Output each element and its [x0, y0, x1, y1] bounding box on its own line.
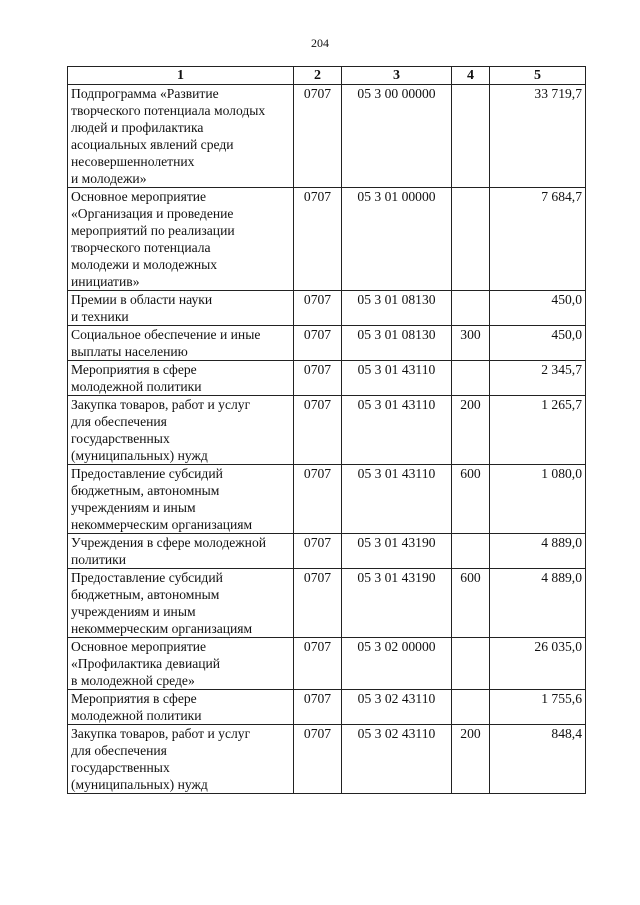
- table-row: [68, 188, 586, 291]
- table-row: [68, 569, 586, 638]
- row-amount-cell: 450,0: [490, 326, 586, 361]
- row-amount-cell: 2 345,7: [490, 361, 586, 396]
- row-code-cell: 05 3 02 43110: [342, 725, 452, 794]
- row-code-cell: 05 3 00 00000: [342, 85, 452, 188]
- table-row: [68, 396, 586, 465]
- row-name-cell: Мероприятия в сфере молодежной политики: [68, 690, 294, 725]
- budget-table: [67, 66, 586, 794]
- table-row: [68, 85, 586, 188]
- row-section-cell: 0707: [294, 188, 342, 291]
- row-name-cell: Социальное обеспечение и иные выплаты населению: [68, 326, 294, 361]
- row-name-cell: Предоставление субсидий бюджетным, автономным учреждениям и иным некоммерческим организациям: [68, 569, 294, 638]
- table-row: [68, 638, 586, 690]
- row-type-cell: [452, 85, 490, 188]
- row-section-cell: 0707: [294, 396, 342, 465]
- row-code-cell: 05 3 01 08130: [342, 326, 452, 361]
- column-header-amount: 5: [490, 67, 586, 85]
- row-name-cell: Мероприятия в сфере молодежной политики: [68, 361, 294, 396]
- row-name-cell: Основное мероприятие «Профилактика девиаций в молодежной среде»: [68, 638, 294, 690]
- table-header-row: [68, 67, 586, 85]
- column-header-type: 4: [452, 67, 490, 85]
- row-type-cell: 600: [452, 569, 490, 638]
- row-section-cell: 0707: [294, 638, 342, 690]
- row-amount-cell: 1 080,0: [490, 465, 586, 534]
- row-code-cell: 05 3 02 43110: [342, 690, 452, 725]
- row-type-cell: 200: [452, 396, 490, 465]
- row-name-cell: Учреждения в сфере молодежной политики: [68, 534, 294, 569]
- row-type-cell: [452, 638, 490, 690]
- row-section-cell: 0707: [294, 465, 342, 534]
- row-section-cell: 0707: [294, 85, 342, 188]
- column-header-name: 1: [68, 67, 294, 85]
- table-row: [68, 361, 586, 396]
- row-amount-cell: 4 889,0: [490, 534, 586, 569]
- row-amount-cell: 33 719,7: [490, 85, 586, 188]
- row-name-cell: Подпрограмма «Развитие творческого потенциала молодых людей и профилактика асоциальных явлений среди несовершеннолетних и молодежи»: [68, 85, 294, 188]
- row-name-cell: Предоставление субсидий бюджетным, автономным учреждениям и иным некоммерческим организациям: [68, 465, 294, 534]
- column-header-section: 2: [294, 67, 342, 85]
- row-type-cell: [452, 291, 490, 326]
- row-type-cell: [452, 361, 490, 396]
- row-code-cell: 05 3 01 43110: [342, 396, 452, 465]
- row-amount-cell: 848,4: [490, 725, 586, 794]
- row-type-cell: 300: [452, 326, 490, 361]
- row-section-cell: 0707: [294, 569, 342, 638]
- row-amount-cell: 1 265,7: [490, 396, 586, 465]
- row-section-cell: 0707: [294, 690, 342, 725]
- row-section-cell: 0707: [294, 361, 342, 396]
- row-type-cell: [452, 534, 490, 569]
- row-amount-cell: 26 035,0: [490, 638, 586, 690]
- row-section-cell: 0707: [294, 725, 342, 794]
- column-header-code: 3: [342, 67, 452, 85]
- row-type-cell: 200: [452, 725, 490, 794]
- row-name-cell: Закупка товаров, работ и услуг для обеспечения государственных (муниципальных) нужд: [68, 725, 294, 794]
- row-amount-cell: 1 755,6: [490, 690, 586, 725]
- row-name-cell: Премии в области науки и техники: [68, 291, 294, 326]
- table-row: [68, 690, 586, 725]
- row-section-cell: 0707: [294, 534, 342, 569]
- page-number: 204: [311, 36, 329, 50]
- row-code-cell: 05 3 01 43190: [342, 534, 452, 569]
- row-code-cell: 05 3 01 43190: [342, 569, 452, 638]
- row-code-cell: 05 3 01 08130: [342, 291, 452, 326]
- table-row: [68, 326, 586, 361]
- row-code-cell: 05 3 01 43110: [342, 465, 452, 534]
- row-name-cell: Закупка товаров, работ и услуг для обеспечения государственных (муниципальных) нужд: [68, 396, 294, 465]
- row-code-cell: 05 3 01 43110: [342, 361, 452, 396]
- row-amount-cell: 7 684,7: [490, 188, 586, 291]
- row-type-cell: 600: [452, 465, 490, 534]
- table-row: [68, 465, 586, 534]
- row-amount-cell: 450,0: [490, 291, 586, 326]
- row-type-cell: [452, 690, 490, 725]
- row-code-cell: 05 3 02 00000: [342, 638, 452, 690]
- row-amount-cell: 4 889,0: [490, 569, 586, 638]
- table-body: [68, 85, 586, 794]
- table-row: [68, 534, 586, 569]
- row-code-cell: 05 3 01 00000: [342, 188, 452, 291]
- table-row: [68, 725, 586, 794]
- row-type-cell: [452, 188, 490, 291]
- row-section-cell: 0707: [294, 326, 342, 361]
- row-section-cell: 0707: [294, 291, 342, 326]
- row-name-cell: Основное мероприятие «Организация и проведение мероприятий по реализации творческого потенциала молодежи и молодежных инициатив»: [68, 188, 294, 291]
- table-row: [68, 291, 586, 326]
